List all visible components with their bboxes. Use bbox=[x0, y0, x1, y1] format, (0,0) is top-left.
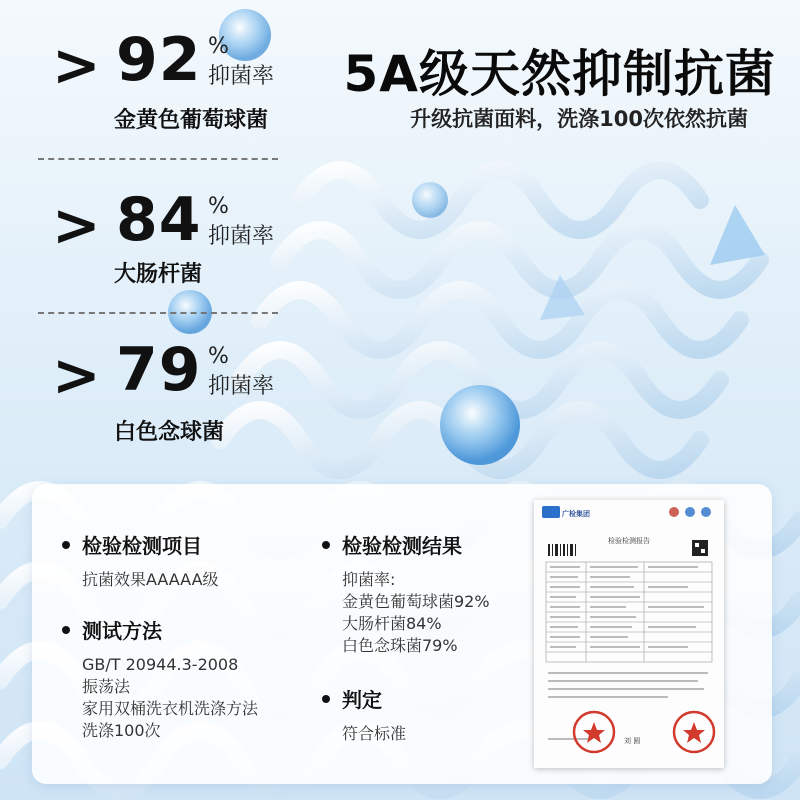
inhibition-rate-label: 抑菌率 bbox=[208, 224, 275, 249]
headline-title: 5A级天然抑制抗菌 bbox=[343, 45, 776, 103]
divider bbox=[38, 312, 278, 314]
greater-than-sign: > bbox=[52, 341, 101, 409]
bacteria-name: 白色念球菌 bbox=[114, 420, 225, 445]
red-seal-stamp-icon bbox=[674, 712, 714, 752]
result-line: 金黄色葡萄球菌92% bbox=[342, 592, 490, 611]
test-report-image bbox=[534, 500, 724, 768]
percent-sign: % bbox=[208, 344, 229, 369]
method-line: 洗涤100次 bbox=[82, 721, 161, 740]
test-results-section bbox=[322, 530, 490, 657]
test-items-section bbox=[62, 530, 219, 591]
cnas-mark-icon bbox=[701, 507, 711, 517]
method-line: GB/T 20944.3-2008 bbox=[82, 655, 239, 674]
bullet-icon bbox=[62, 541, 70, 549]
test-results-heading: 检验检测结果 bbox=[342, 534, 462, 558]
section-heading bbox=[322, 530, 490, 559]
inhibition-rate-label: 抑菌率 bbox=[208, 374, 275, 399]
percent-sign: % bbox=[208, 34, 229, 59]
test-items-heading: 检验检测项目 bbox=[82, 534, 202, 558]
cma-mark-icon bbox=[669, 507, 679, 517]
section-heading bbox=[62, 615, 258, 644]
verdict-section bbox=[322, 684, 406, 745]
result-line: 大肠杆菌84% bbox=[342, 614, 442, 633]
stat-value: 79 bbox=[116, 335, 202, 405]
bullet-icon bbox=[62, 626, 70, 634]
bacteria-name: 大肠杆菌 bbox=[114, 262, 203, 287]
test-method-list bbox=[82, 654, 258, 742]
test-results-list bbox=[342, 569, 490, 657]
section-heading bbox=[62, 530, 219, 559]
bullet-icon bbox=[322, 541, 330, 549]
greater-than-sign: > bbox=[52, 191, 101, 259]
report-org-name: 广检集团 bbox=[562, 510, 590, 518]
report-signature: 刘 圆 bbox=[624, 737, 641, 745]
method-line: 振荡法 bbox=[82, 677, 131, 696]
red-seal-stamp-icon bbox=[574, 712, 614, 752]
gttc-logo-icon bbox=[542, 506, 560, 518]
verdict-heading: 判定 bbox=[342, 688, 382, 712]
result-line: 白色念珠菌79% bbox=[342, 636, 458, 655]
stat-value: 84 bbox=[116, 185, 202, 255]
report-title: 检验检测报告 bbox=[608, 537, 650, 545]
divider bbox=[38, 158, 278, 160]
greater-than-sign: > bbox=[52, 31, 101, 99]
ilac-mark-icon bbox=[685, 507, 695, 517]
test-method-heading: 测试方法 bbox=[82, 619, 162, 643]
section-heading bbox=[322, 684, 406, 713]
test-items-value: 抗菌效果AAAAA级 bbox=[82, 570, 219, 589]
test-method-section bbox=[62, 615, 258, 742]
inhibition-rate-label: 抑菌率 bbox=[208, 64, 275, 89]
bacteria-name: 金黄色葡萄球菌 bbox=[114, 108, 269, 133]
stat-value: 92 bbox=[116, 25, 202, 95]
percent-sign: % bbox=[208, 194, 229, 219]
headline-subtitle: 升级抗菌面料，洗涤100次依然抗菌 bbox=[410, 107, 748, 131]
method-line: 家用双桶洗衣机洗涤方法 bbox=[82, 699, 259, 718]
verdict-value: 符合标准 bbox=[342, 724, 407, 743]
result-line: 抑菌率: bbox=[342, 570, 396, 589]
bullet-icon bbox=[322, 695, 330, 703]
